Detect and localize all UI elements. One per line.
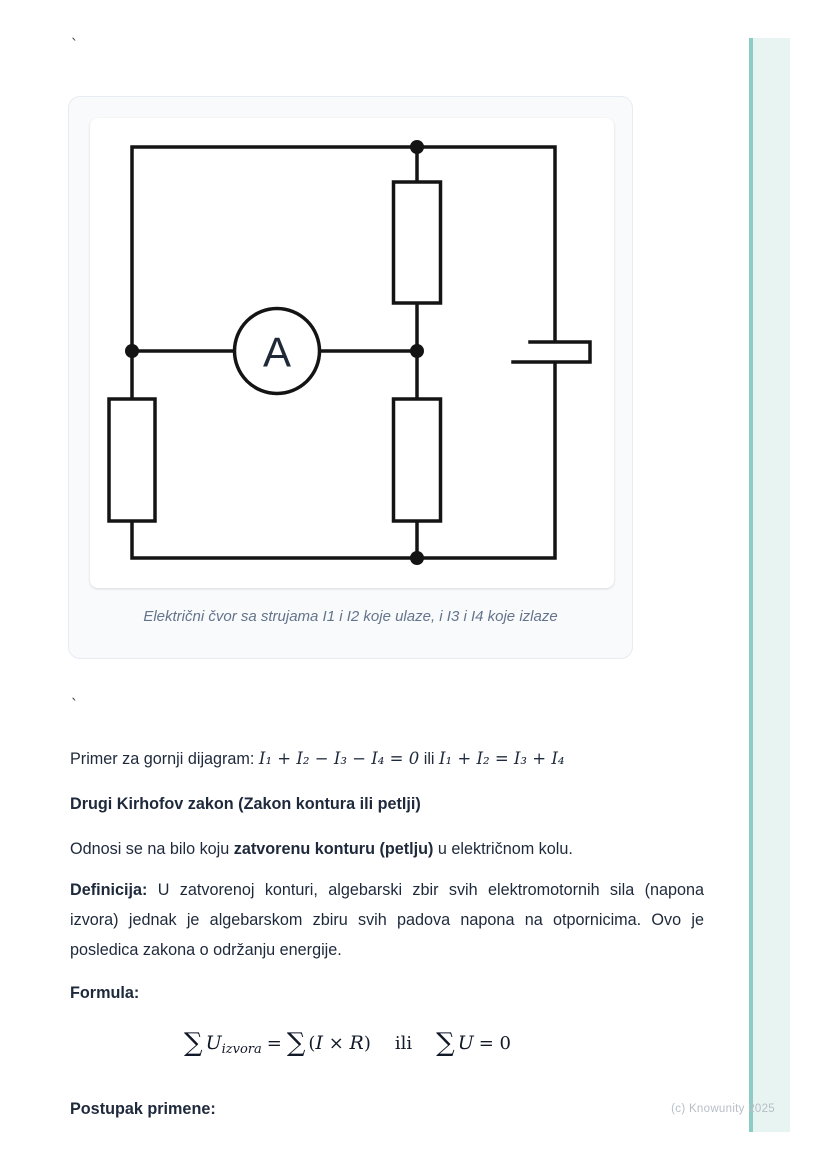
stray-backtick-middle: ` bbox=[70, 696, 80, 714]
primer-paragraph bbox=[70, 744, 704, 774]
figure-caption: Električni čvor sa strujama I1 i I2 koje ulaze, i I3 i I4 koje izlaze bbox=[143, 608, 558, 625]
formula-times: × bbox=[322, 1033, 350, 1054]
odnosi-paragraph bbox=[70, 834, 704, 864]
stray-backtick-top: ` bbox=[70, 36, 80, 54]
formula-close-paren: ) bbox=[363, 1033, 371, 1054]
formula-equals-zero: = 0 bbox=[478, 1033, 511, 1054]
resistor-left bbox=[109, 399, 155, 521]
page-edge-strip-panel bbox=[753, 38, 790, 1132]
wire-bottom-loop bbox=[132, 363, 555, 558]
odnosi-post: u električnom kolu. bbox=[433, 840, 573, 858]
formula-open-paren: ( bbox=[308, 1033, 316, 1054]
definicija-paragraph bbox=[70, 875, 704, 965]
resistor-middle-bottom bbox=[394, 399, 441, 521]
resistor-top bbox=[394, 182, 441, 303]
formula-u-source-subscript: izvora bbox=[221, 1042, 262, 1058]
node-dot-bottom bbox=[410, 551, 424, 565]
formula-connector: ili bbox=[394, 1033, 413, 1054]
battery-icon bbox=[513, 342, 590, 362]
formula-label: Formula: bbox=[70, 984, 140, 1002]
circuit-panel bbox=[90, 118, 614, 588]
sum-symbol-1: ∑ bbox=[184, 1028, 203, 1058]
sum-symbol-3: ∑ bbox=[436, 1028, 455, 1058]
ammeter-label: A bbox=[262, 328, 292, 376]
copyright-note: (c) Knowunity 2025 bbox=[671, 1103, 775, 1115]
section-heading: Drugi Kirhofov zakon (Zakon kontura ili petlji) bbox=[70, 795, 421, 813]
postupak-label: Postupak primene: bbox=[70, 1100, 216, 1118]
primer-text: Primer za gornji dijagram: bbox=[70, 750, 259, 768]
circuit-diagram-svg bbox=[90, 118, 614, 588]
page-edge-strip bbox=[749, 38, 790, 1132]
odnosi-pre: Odnosi se na bilo koju bbox=[70, 840, 234, 858]
sum-symbol-2: ∑ bbox=[286, 1028, 306, 1058]
primer-equation-1: I₁ + I₂ − I₃ − I₄ = 0 bbox=[258, 749, 420, 768]
formula-block bbox=[70, 1028, 630, 1058]
primer-connector: ili bbox=[419, 750, 440, 768]
primer-equation-2: I₁ + I₂ = I₃ + I₄ bbox=[439, 749, 565, 768]
node-dot-left bbox=[125, 344, 139, 358]
formula-u2: U bbox=[457, 1032, 474, 1054]
formula-u-source: U bbox=[205, 1032, 222, 1054]
definicija-text: U zatvorenoj konturi, algebarski zbir svih elektromotornih sila (napona izvora) jednak je algebarskom zbiru svih padova napona na otpornicima. Ovo je posledica zakona o održanju energije. bbox=[70, 881, 704, 959]
wire-top-loop bbox=[132, 147, 555, 399]
definicija-label: Definicija: bbox=[70, 881, 148, 899]
formula-r-var: R bbox=[349, 1032, 364, 1054]
node-dot-middle bbox=[410, 344, 424, 358]
wires-group bbox=[132, 147, 590, 558]
formula-i-var: I bbox=[315, 1032, 323, 1054]
odnosi-bold: zatvorenu konturu (petlju) bbox=[233, 840, 434, 858]
node-dot-top bbox=[410, 140, 424, 154]
formula-equals: = bbox=[266, 1033, 282, 1054]
